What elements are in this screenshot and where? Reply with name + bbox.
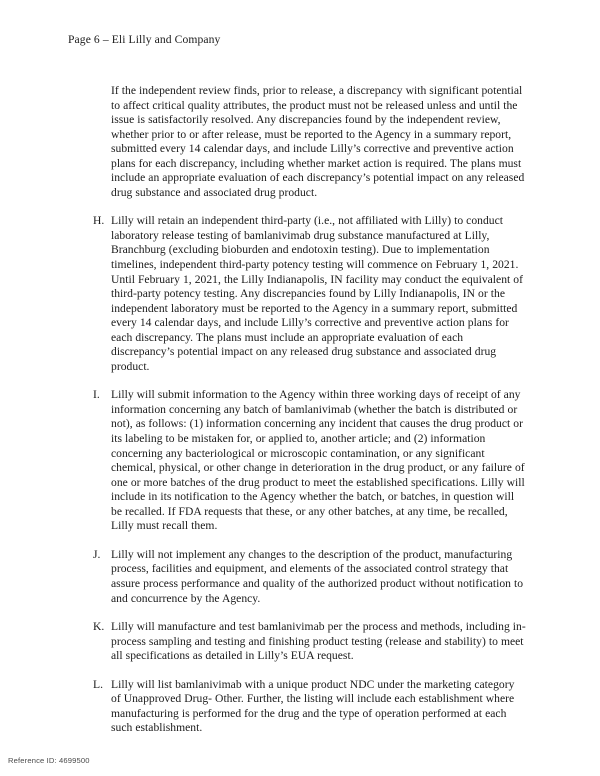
- list-item-text: Lilly will list bamlanivimab with a unique product NDC under the marketing category of Unapproved Drug- Other. Further, the listing will include each establishment where manufacturing is performed for the drug and the type of operation performed at each such establishment.: [111, 677, 515, 735]
- list-item: [93, 620, 526, 664]
- continued-paragraph: If the independent review finds, prior to release, a discrepancy with significant potential to affect critical quality attributes, the product must not be released unless and until the issue is satisfactorily resolved. Any discrepancies found by the independent review, whether prior to or after release, must be reported to the Agency in a summary report, submitted every 14 calendar days, and include Lilly’s corrective and preventive action plans for each discrepancy, including whether market action is required. The plans must include an appropriate evaluation of each discrepancy’s potential impact on any released drug substance and associated drug product.: [111, 84, 525, 199]
- list-item: [93, 548, 526, 606]
- list-item-marker: K.: [93, 620, 105, 634]
- list-item-text: Lilly will not implement any changes to the description of the product, manufacturing process, facilities and equipment, and elements of the associated control strategy that assure process performance and quality of the authorized product without notification to and concurrence by the Agency.: [111, 547, 524, 605]
- list-item-marker: J.: [93, 547, 101, 561]
- list-item: [93, 678, 526, 736]
- list-item-marker: H.: [93, 214, 105, 228]
- page-header: Page 6 – Eli Lilly and Company: [68, 33, 221, 46]
- body-column: [93, 84, 526, 736]
- list-item-text: Lilly will submit information to the Agency within three working days of receipt of any information concerning any batch of bamlanivimab (whether the batch is distributed or not), as follows: (1) information concerning any incident that causes the drug product or its labeling to be mistaken for, or applied to, another article; and (2) information concerning any bacteriological or microscopic contamination, or any significant chemical, physical, or other change in deterioration in the drug product, or any failure of one or more batches of the drug product to meet the established specifications. Lilly will include in its notification to the Agency whether the batch, or batches, in question will be recalled. If FDA requests that these, or any other batches, at any time, be recalled, Lilly must recall them.: [111, 388, 525, 533]
- lettered-conditions-list: [93, 214, 526, 736]
- list-item: [93, 388, 526, 533]
- list-item-text: Lilly will retain an independent third-party (i.e., not affiliated with Lilly) to conduct laboratory release testing of bamlanivimab drug substance manufactured at Lilly, Branchburg (excluding bioburden and endotoxin testing). Due to implementation timelines, independent third-party potency testing will commence on February 1, 2021. Until February 1, 2021, the Lilly Indianapolis, IN facility may conduct the equivalent of third-party potency testing. Any discrepancies found by Lilly Indianapolis, IN or the independent laboratory must be reported to the Agency in a summary report, submitted every 14 calendar days, and include Lilly’s corrective and preventive action plans for each discrepancy. The plans must include an appropriate evaluation of each discrepancy’s potential impact on any released drug substance and associated drug product.: [111, 214, 523, 373]
- list-item-marker: L.: [93, 677, 104, 691]
- list-item-marker: I.: [93, 388, 100, 402]
- list-item-text: Lilly will manufacture and test bamlanivimab per the process and methods, including in-process sampling and testing and finishing product testing (release and stability) to meet all specifications as detailed in Lilly’s EUA request.: [111, 620, 526, 663]
- list-item: [93, 214, 526, 374]
- reference-id-footer: Reference ID: 4699500: [8, 756, 90, 765]
